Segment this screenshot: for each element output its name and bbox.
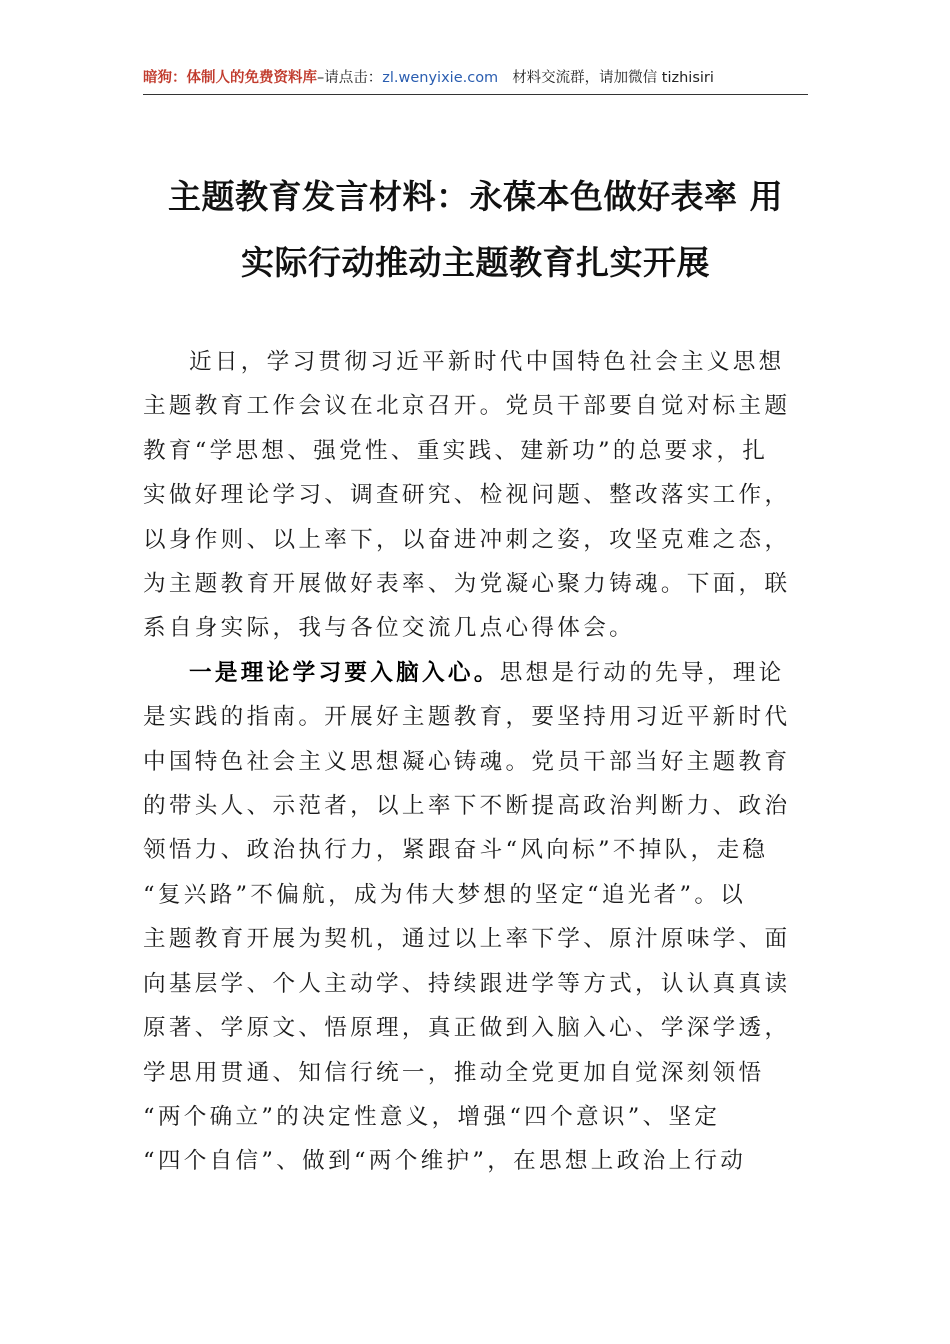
text-line: 为主题教育开展做好表率、为党凝心聚力铸魂。下面，联 [143,571,791,598]
header-url-link[interactable]: zl.wenyixie.com [382,70,499,86]
text-line: “两个确立”的决定性意义，增强“四个意识”、坚定 [143,1103,721,1130]
text-line: 学思用贯通、知信行统一，推动全党更加自觉深刻领悟 [143,1059,765,1086]
document-title [143,164,808,296]
text-line: 系自身实际，我与各位交流几点心得体会。 [143,615,635,642]
page-header [143,66,808,95]
text-line: 领悟力、政治执行力，紧跟奋斗“风向标”不掉队，走稳 [143,837,769,864]
text-line: 近日，学习贯彻习近平新时代中国特色社会主义思想 [189,349,785,375]
text-line: 的带头人、示范者，以上率下不断提高政治判断力、政治 [143,793,791,820]
text-line: 主题教育工作会议在北京召开。党员干部要自觉对标主题 [143,393,791,420]
text-line [143,651,808,695]
header-site-name: 暗狗：体制人的免费资料库 [143,70,317,86]
paragraph-intro [143,340,808,651]
text-line: 向基层学、个人主动学、持续跟进学等方式，认认真真读 [143,970,791,997]
header-wechat-note: 材料交流群，请加微信 tizhisiri [512,70,714,86]
text-line: 主题教育开展为契机，通过以上率下学、原汁原味学、面 [143,926,791,953]
header-prompt: –请点击： [317,70,383,86]
text-line: 实做好理论学习、调查研究、检视问题、整改落实工作， [143,482,791,509]
paragraph-theory-study [143,651,808,1184]
title-line-1: 主题教育发言材料：永葆本色做好表率 用 [168,177,783,216]
section-heading: 一是理论学习要入脑入心。 [189,659,500,686]
document-body [143,340,808,1184]
text-line: 是实践的指南。开展好主题教育，要坚持用习近平新时代 [143,704,791,731]
text-line: “四个自信”、做到“两个维护”，在思想上政治上行动 [143,1148,747,1175]
text-line: 原著、学原文、悟原理，真正做到入脑入心、学深学透， [143,1015,791,1042]
text-line: 教育“学思想、强党性、重实践、建新功”的总要求，扎 [143,437,769,464]
text-span: 思想是行动的先导，理论 [499,659,785,686]
text-line: 中国特色社会主义思想凝心铸魂。党员干部当好主题教育 [143,748,791,775]
text-line: 以身作则、以上率下，以奋进冲刺之姿，攻坚克难之态， [143,526,791,553]
text-line: “复兴路”不偏航，成为伟大梦想的坚定“追光者”。以 [143,881,747,908]
title-line-2: 实际行动推动主题教育扎实开展 [241,243,710,282]
